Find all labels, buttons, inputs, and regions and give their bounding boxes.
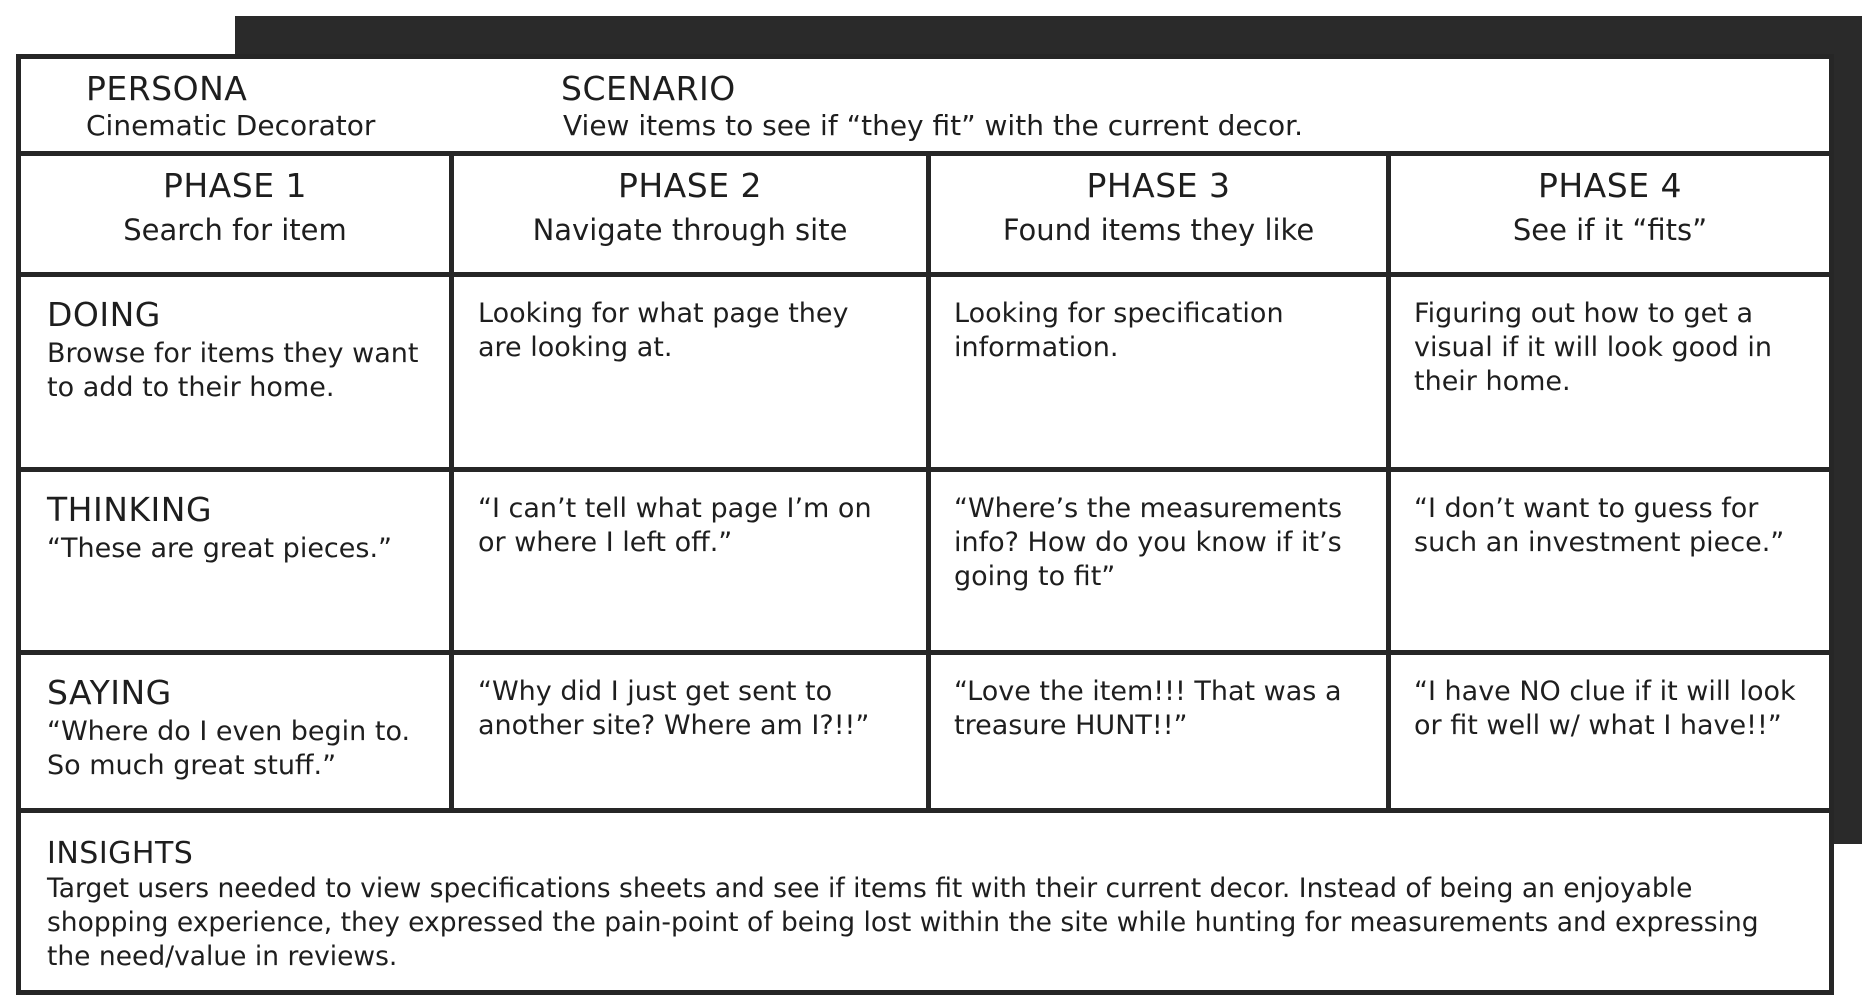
phase-4-subtitle: See if it “fits” bbox=[1512, 213, 1708, 247]
scenario-value: View items to see if “they fit” with the current decor. bbox=[563, 109, 1303, 142]
phase-3-title: PHASE 3 bbox=[1086, 166, 1231, 205]
phase-3-subtitle: Found items they like bbox=[1002, 213, 1315, 247]
divider-doing bbox=[21, 467, 1829, 472]
column-divider-1 bbox=[449, 151, 454, 813]
doing-phase-2: Looking for what page they are looking at. bbox=[478, 298, 849, 363]
phase-2-subtitle: Navigate through site bbox=[532, 213, 848, 247]
thinking-summary: “These are great pieces.” bbox=[47, 533, 393, 564]
column-divider-2 bbox=[926, 151, 931, 813]
thinking-phase-3: “Where’s the measurements info? How do you know if it’s going to fit” bbox=[954, 493, 1343, 592]
row-label-saying: SAYING bbox=[47, 673, 172, 712]
divider-header bbox=[21, 151, 1829, 156]
insights-heading: INSIGHTS bbox=[47, 836, 194, 871]
doing-phase-3: Looking for specification information. bbox=[954, 298, 1284, 363]
saying-summary: “Where do I even begin to. So much great stuff.” bbox=[47, 716, 411, 781]
saying-phase-3: “Love the item!!! That was a treasure HUNT!!” bbox=[954, 676, 1342, 741]
phase-1-title: PHASE 1 bbox=[162, 166, 308, 205]
persona-value: Cinematic Decorator bbox=[86, 109, 376, 142]
thinking-phase-2: “I can’t tell what page I’m on or where I left off.” bbox=[478, 493, 872, 558]
phase-4-title: PHASE 4 bbox=[1537, 166, 1683, 205]
saying-phase-4: “I have NO clue if it will look or fit well w/ what I have!!” bbox=[1414, 676, 1796, 741]
persona-heading: PERSONA bbox=[86, 69, 248, 108]
scenario-heading: SCENARIO bbox=[561, 69, 736, 108]
column-divider-3 bbox=[1386, 151, 1391, 813]
divider-saying bbox=[21, 808, 1829, 813]
row-label-thinking: THINKING bbox=[47, 490, 213, 529]
divider-thinking bbox=[21, 650, 1829, 655]
insights-text: Target users needed to view specifications sheets and see if items fit with their current decor. Instead of being an enjoyable shopping experience, they expressed the pain-point of being lost within the site while hunting for measurements and expressing the need/value in reviews. bbox=[47, 873, 1759, 972]
row-label-doing: DOING bbox=[47, 295, 161, 334]
divider-phases bbox=[21, 272, 1829, 277]
journey-map-card bbox=[16, 54, 1834, 995]
doing-summary: Browse for items they want to add to their home. bbox=[47, 338, 419, 403]
saying-phase-2: “Why did I just get sent to another site? Where am I?!!” bbox=[478, 676, 870, 741]
doing-phase-4: Figuring out how to get a visual if it will look good in their home. bbox=[1414, 298, 1772, 397]
phase-2-title: PHASE 2 bbox=[617, 166, 763, 205]
thinking-phase-4: “I don’t want to guess for such an investment piece.” bbox=[1414, 493, 1785, 558]
phase-1-subtitle: Search for item bbox=[123, 213, 347, 247]
